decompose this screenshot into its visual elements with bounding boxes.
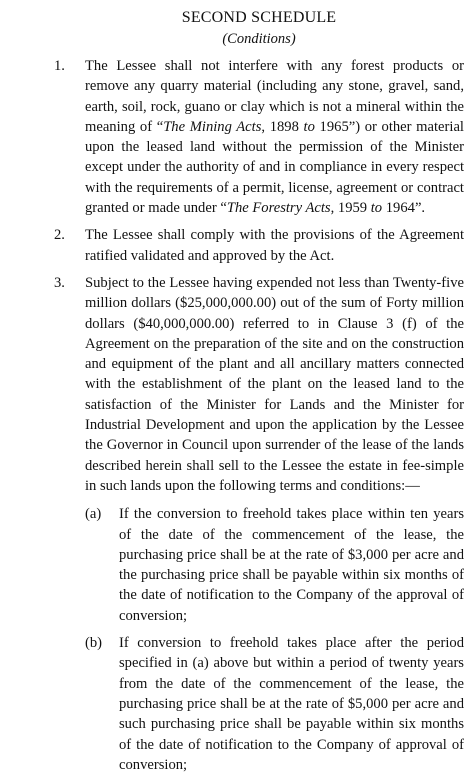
- text-run-italic: to: [370, 200, 383, 217]
- sub-item-a: [85, 504, 464, 626]
- paragraph-3: [54, 273, 464, 775]
- text-run: , 1959: [330, 200, 371, 217]
- sub-item-label: (b): [85, 635, 103, 652]
- paragraph-1: [54, 56, 464, 218]
- paragraph-text: [85, 225, 464, 266]
- paragraph-number: 1.: [54, 58, 65, 74]
- text-run-italic: to: [303, 118, 315, 135]
- text-run: 1965”) or other material upon the leased land without the permission of the Minister except under the authority of and in compliance in every respect with the requirements of a permit, license, agreement or contract granted or made under “: [85, 118, 464, 217]
- text-run-italic: The Forestry Acts: [226, 200, 331, 217]
- sub-item-b: [85, 633, 464, 775]
- sub-item-text: If conversion to freehold takes place after the period specified in (a) above but within a period of twenty years from the date of the commencement of the lease, the purchasing price shall be at the rate of $5,000 per acre and such purchasing price shall be payable within six months of the date of notification to the Company of approval of conversion;: [119, 635, 464, 773]
- text-run: 1964”.: [382, 200, 426, 217]
- schedule-title: SECOND SCHEDULE: [181, 9, 337, 26]
- schedule-subtitle: (Conditions): [222, 31, 296, 47]
- sub-item-text: If the conversion to freehold takes place within ten years of the date of the commencement of the lease, the purchasing price shall be at the rate of $3,000 per acre and the purchasing price shall be payable within six months of the date of notification to the Company of the approval of conversion;: [119, 506, 464, 624]
- paragraph-2: [54, 225, 464, 266]
- paragraph-text: [85, 56, 464, 218]
- paragraph-number: 3.: [54, 274, 65, 291]
- text-run: Subject to the Lessee having expended not less than Twenty-five million dollars ($25,000,000.00) out of the sum of Forty million dollars ($40,000,000.00) referred to in Clause 3 (f) of the Agreement on the preparation of the site and on the construction and equipment of the plant and all ancillary matters connected with the establishment of the plant on the leased land to the satisfaction of the Minister for Lands and the Minister for Industrial Development and upon the application by the Lessee the Governor in Council upon surrender of the lease of the lands described herein shall sell to the Lessee the estate in fee-simple in such lands upon the following terms and conditions:—: [85, 274, 464, 494]
- text-run: The Lessee shall not interfere with any forest products or remove any quarry material (including any stone, gravel, sand, earth, soil, rock, guano or clay which is not a mineral within the meaning of “: [85, 58, 464, 135]
- paragraph-number: 2.: [54, 227, 65, 244]
- text-run: The Lessee shall comply with the provisions of the Agreement ratified validated and approved by the Act.: [85, 227, 464, 264]
- text-run: , 1898: [261, 118, 304, 135]
- sub-item-list: [85, 504, 464, 775]
- paragraph-text: [85, 273, 464, 775]
- sub-item-label: (a): [85, 506, 102, 523]
- text-run-italic: The Mining Acts: [163, 118, 262, 135]
